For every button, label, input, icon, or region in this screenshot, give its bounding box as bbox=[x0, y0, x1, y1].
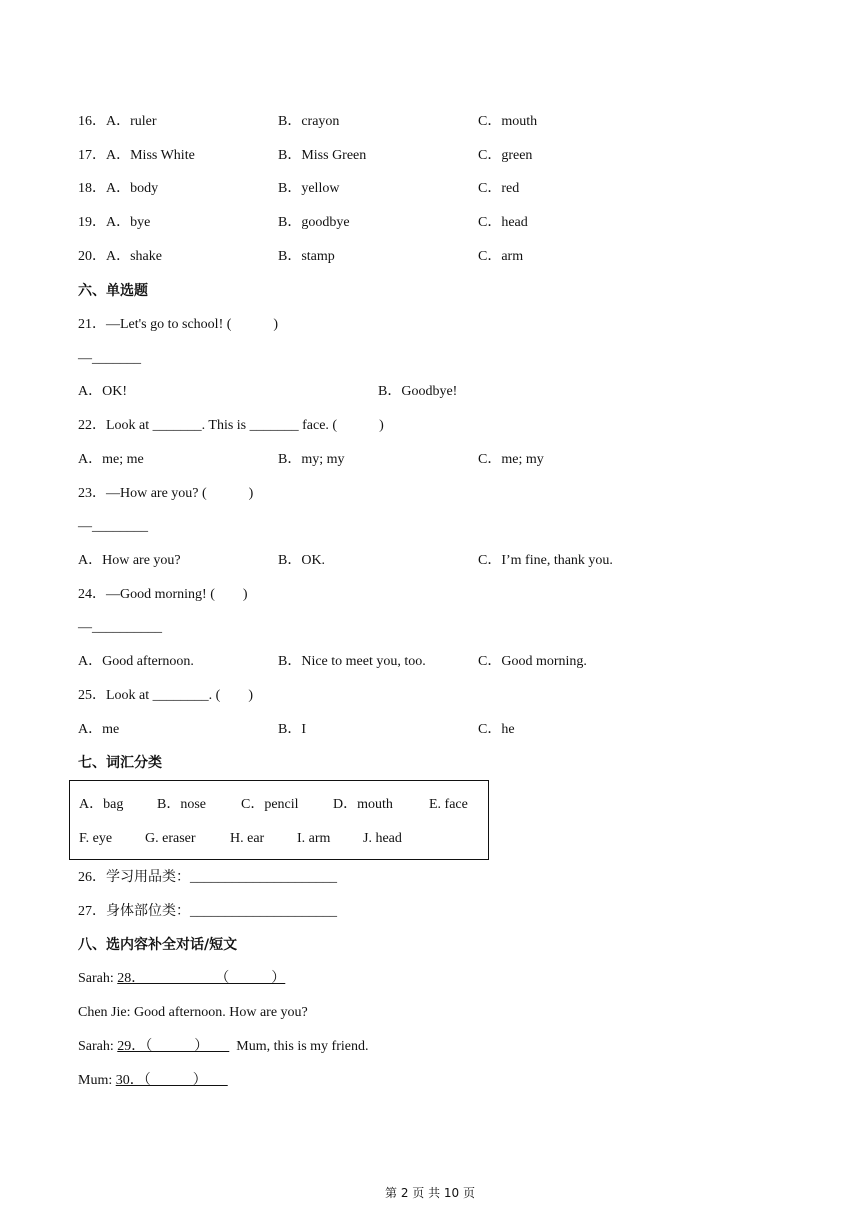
word-bank-item: C．pencil bbox=[241, 797, 299, 812]
section-8-heading: 八、选内容补全对话/短文 bbox=[78, 937, 238, 953]
section-6-heading: 六、单选题 bbox=[78, 283, 148, 299]
option-c: C．I’m fine, thank you. bbox=[478, 553, 613, 568]
option-b: B．crayon bbox=[278, 114, 340, 129]
option-a: A．How are you? bbox=[78, 553, 181, 568]
option-c: C．head bbox=[478, 215, 528, 230]
dialogue-line-29 bbox=[78, 1037, 369, 1057]
option-a: A．body bbox=[106, 181, 159, 196]
option-c: C．me; my bbox=[478, 452, 544, 467]
speaker-label: Sarah: bbox=[78, 971, 118, 986]
question-23-reply: —________ bbox=[78, 519, 148, 534]
option-b: B．Nice to meet you, too. bbox=[278, 654, 426, 669]
word-bank-item: I. arm bbox=[297, 831, 331, 846]
option-c: C．red bbox=[478, 181, 520, 196]
word-bank-item: D．mouth bbox=[333, 797, 393, 812]
option-b: B．yellow bbox=[278, 181, 340, 196]
option-a: A．Miss White bbox=[106, 148, 195, 163]
question-number: 16． bbox=[78, 114, 106, 129]
question-number: 20． bbox=[78, 249, 106, 264]
word-bank-item: H. ear bbox=[230, 831, 265, 846]
option-c: C．mouth bbox=[478, 114, 538, 129]
option-c: C．Good morning. bbox=[478, 654, 587, 669]
word-bank-item: G. eraser bbox=[145, 831, 196, 846]
question-21-reply: —_______ bbox=[78, 351, 141, 366]
option-b: B．stamp bbox=[278, 249, 335, 264]
question-24-stem: 24．—Good morning! ( ) bbox=[78, 587, 248, 602]
option-b: B．Goodbye! bbox=[378, 384, 458, 399]
question-27: 27．身体部位类：_____________________ bbox=[78, 904, 337, 919]
option-a: A．shake bbox=[106, 249, 162, 264]
answer-blank-29: 29．（ ） bbox=[117, 1039, 230, 1054]
speaker-label: Mum: bbox=[78, 1073, 116, 1088]
section-7-heading: 七、词汇分类 bbox=[78, 755, 162, 771]
option-b: B．OK. bbox=[278, 553, 326, 568]
option-b: B．I bbox=[278, 722, 306, 737]
option-b: B．Miss Green bbox=[278, 148, 367, 163]
question-24-reply: —__________ bbox=[78, 620, 162, 635]
option-a: A．bye bbox=[106, 215, 151, 230]
word-bank-item: B．nose bbox=[157, 797, 206, 812]
option-a: A．me bbox=[78, 722, 120, 737]
word-bank-item: E. face bbox=[429, 797, 468, 812]
dialogue-line-30 bbox=[78, 1071, 228, 1091]
dialogue-line-chen-jie: Chen Jie: Good afternoon. How are you? bbox=[78, 1005, 308, 1020]
question-23-stem: 23．—How are you? ( ) bbox=[78, 486, 254, 501]
question-26: 26．学习用品类：_____________________ bbox=[78, 870, 337, 885]
option-c: C．arm bbox=[478, 249, 524, 264]
speaker-label: Sarah: bbox=[78, 1039, 118, 1054]
word-bank-item: A．bag bbox=[79, 797, 124, 812]
question-22-stem: 22．Look at _______. This is _______ face. ( ) bbox=[78, 418, 384, 433]
question-21-stem: 21．—Let's go to school! ( ) bbox=[78, 317, 279, 332]
dialogue-text: Mum, this is my friend. bbox=[229, 1039, 369, 1054]
option-c: C．he bbox=[478, 722, 515, 737]
word-bank-item: F. eye bbox=[79, 831, 113, 846]
question-25-stem: 25．Look at ________. ( ) bbox=[78, 688, 253, 703]
dialogue-line-28 bbox=[78, 969, 285, 989]
word-bank-item: J. head bbox=[363, 831, 402, 846]
question-number: 18． bbox=[78, 181, 106, 196]
option-a: A．ruler bbox=[106, 114, 157, 129]
word-bank-box bbox=[69, 780, 489, 860]
question-number: 19． bbox=[78, 215, 106, 230]
question-number: 17． bbox=[78, 148, 106, 163]
answer-blank-30: 30．（ ） bbox=[115, 1073, 228, 1088]
option-c: C．green bbox=[478, 148, 533, 163]
option-a: A．Good afternoon. bbox=[78, 654, 194, 669]
option-a: A．OK! bbox=[78, 384, 127, 399]
page-footer: 第 2 页 共 10 页 bbox=[385, 1186, 475, 1200]
answer-blank-28: 28． （ ） bbox=[117, 971, 286, 986]
option-b: B．goodbye bbox=[278, 215, 350, 230]
option-a: A．me; me bbox=[78, 452, 144, 467]
option-b: B．my; my bbox=[278, 452, 345, 467]
